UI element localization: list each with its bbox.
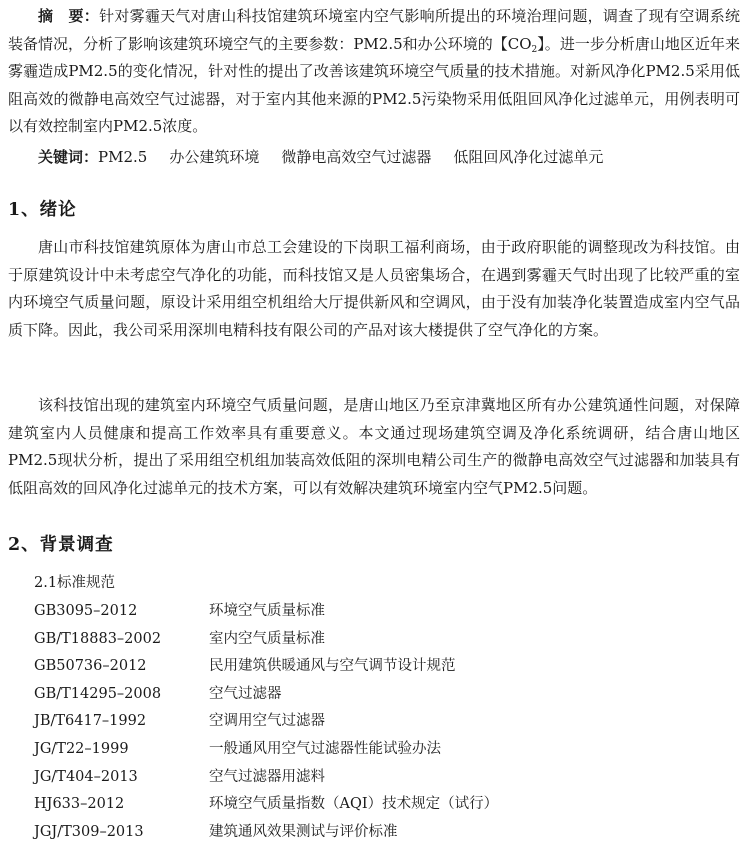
section-1-paragraph-1: 唐山市科技馆建筑原体为唐山市总工会建设的下岗职工福利商场，由于政府职能的调整现改为科技馆。由于原建筑设计中未考虑空气净化的功能，而科技馆又是人员密集场合，在遇到雾霾天气时出现了比较严重的室内环境空气质量问题，原设计采用组空机组给大厅提供新风和空调风，由于没有加装净化装置造成室内空气品质下降。因此，我公司采用深圳电精科技有限公司的产品对该大楼提供了空气净化的方案。 (8, 238, 740, 339)
standard-title: 一般通风用空气过滤器性能试验办法 (209, 740, 441, 757)
abstract-text-1: 针对雾霾天气对唐山科技馆建筑环境室内空气影响所提出的环境治理问题，调查了现有空调系统装备情况，分析了影响该建筑环境空气的主要参数：PM2.5和办公环境的【 (8, 7, 740, 53)
standards-list (34, 598, 734, 846)
keywords (8, 144, 740, 172)
standard-row (34, 819, 734, 847)
co2-formula: $CO_2$ (507, 34, 538, 55)
standard-title: 环境空气质量指数（AQI）技术规定（试行） (209, 796, 499, 813)
standard-title: 空气过滤器用滤料 (209, 768, 325, 785)
standard-title: 室内空气质量标准 (209, 630, 325, 647)
standard-row (34, 598, 734, 626)
keyword-item: PM2.5 (98, 148, 148, 166)
standard-row (34, 626, 734, 654)
standard-code: JGJ/T309–2013 (34, 823, 144, 840)
standard-title: 建筑通风效果测试与评价标准 (209, 823, 398, 840)
standard-title: 环境空气质量标准 (209, 603, 325, 619)
keyword-item: 低阻回风净化过滤单元 (453, 148, 604, 166)
standard-code: GB/T14295–2008 (34, 685, 162, 702)
section-1-heading: 1、绪论 (8, 200, 77, 220)
abstract-label: 摘 要： (38, 7, 100, 25)
standard-row (34, 764, 734, 792)
standard-code: JG/T404–2013 (34, 768, 138, 785)
section-1-paragraph-2: 该科技馆出现的建筑室内环境空气质量问题，是唐山地区乃至京津冀地区所有办公建筑通性问题，对保障建筑室内人员健康和提高工作效率具有重要意义。本文通过现场建筑空调及净化系统调研，结合唐山地区PM2.5现状分析，提出了采用组空机组加装高效低阻的深圳电精公司生产的微静电高效空气过滤器和加装具有低阻高效的回风净化过滤单元的技术方案，可以有效解决建筑环境室内空气PM2.5问题。 (8, 396, 740, 497)
keyword-item: 办公建筑环境 (169, 148, 260, 166)
section-2-heading: 2、背景调查 (8, 535, 114, 555)
abstract-text-2: 】。进一步分析唐山地区近年来雾霾造成PM2.5的变化情况，针对性的提出了改善该建筑环境空气质量的技术措施。对新风净化PM2.5采用低阻高效的微静电高效空气过滤器，对于室内其他来源的PM2.5污染物采用低阻回风净化过滤单元，用例表明可以有效控制室内PM2.5浓度。 (8, 34, 740, 135)
keyword-item: 微静电高效空气过滤器 (281, 148, 432, 166)
standard-row (34, 736, 734, 764)
standard-row (34, 681, 734, 709)
keywords-label: 关键词： (38, 148, 99, 166)
standard-row (34, 708, 734, 736)
section-2-1-heading: 2.1标准规范 (34, 575, 116, 591)
standard-title: 民用建筑供暖通风与空气调节设计规范 (209, 658, 456, 675)
standard-code: GB/T18883–2002 (34, 630, 162, 647)
abstract (8, 3, 740, 141)
standard-row (34, 791, 734, 819)
standard-code: JB/T6417–1992 (34, 713, 147, 730)
standard-title: 空气过滤器 (209, 685, 282, 702)
standard-code: GB50736–2012 (34, 658, 147, 675)
standard-code: JG/T22–1999 (34, 740, 129, 757)
standard-code: GB3095–2012 (34, 603, 138, 619)
standard-row (34, 653, 734, 681)
standard-code: HJ633–2012 (34, 796, 125, 813)
standard-title: 空调用空气过滤器 (209, 713, 325, 730)
